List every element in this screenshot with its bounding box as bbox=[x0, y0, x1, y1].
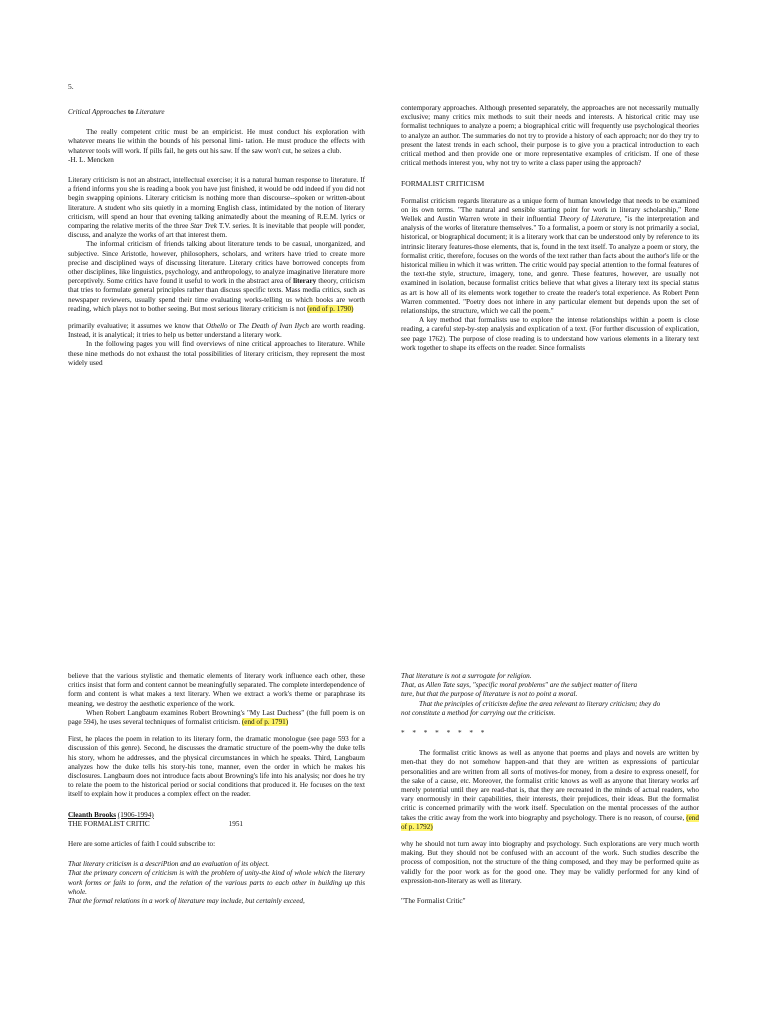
paragraph: First, he places the poem in relation to its literary form, the dramatic monologue (see page 593 for a discussion of this genre). Second, he discusses the dramatic structure of the poem-why the duke tells his story, whom he addresses, and the physical circumstances in which he speaks. Third, Langbaum analyzes how the duke tells his story-his tone, manner, even the order in which he makes his disclosures. Langbaum does not introduce facts about Browning's life into his analysis; nor does he try to relate the poem to the historical period or social conditions that produced it. He focuses on the text itself to explain how it produces a complex effect on the reader. bbox=[68, 735, 365, 799]
paragraph bbox=[68, 709, 365, 727]
text: are worth reading. Instead, it is analytical; it tries to help us better understand a literary work. bbox=[68, 322, 366, 340]
heading-part: Literature bbox=[135, 108, 165, 116]
text: literary bbox=[293, 277, 317, 286]
text: Literary criticism is not an abstract, intellectual exercise; it is a natural human response to literature. If a friend informs you she is reading a book you have just finished, it would be odd indeed if you did not begin swapping opinions. Literary criticism is nothing more than discourse--spoken or written-about literature. A student who sits quietly in a morning English class, intimidated by the notion of literary criticism, will spend an hour that evening talking animatedly about the meaning of R.E.M. lyrics or comparing the relative merits of the three bbox=[68, 176, 365, 231]
epigraph-attribution: -H. L. Mencken bbox=[68, 155, 114, 164]
page-number: 5. bbox=[68, 82, 74, 91]
text: Othello bbox=[206, 322, 228, 331]
paragraph: Here are some articles of faith I could subscribe to: bbox=[68, 840, 216, 849]
column-top-left bbox=[68, 108, 365, 368]
text: The formalist critic knows as well as anyone that poems and plays and novels are written by men-that they do not somehow happen-and that they are written as expressions of particular personalities and are written from all sorts of motives-for money, from a desire to express oneself, for the sake of a cause, etc. Moreover, the formalist critic knows as well as anyone that literary works arf merely potential until they are read-that is, that they are recreated in the minds of actual readers, who vary enormously in their capabilities, their interests, their prejudices, their ideas. But the formalist critic is concerned primarily with the work itself. Speculation on the mental processes of the author takes the critic away from the work into biography and psychology. There is no reason, of course, bbox=[401, 749, 699, 822]
column-top-right bbox=[401, 104, 699, 353]
paragraph bbox=[68, 176, 365, 240]
author-line bbox=[68, 811, 365, 820]
article-of-faith: That the primary concern of criticism is with the problem of unity-the kind of whole which the literary work forms or fails to form, and the relation of the various parts to each other in building up this whole. bbox=[68, 869, 365, 896]
heading-part: to bbox=[127, 108, 134, 116]
column-bottom-right bbox=[401, 672, 699, 906]
article-of-faith: That, as Allen Tate says, "specific moral problems" are the subject matter of litera bbox=[401, 681, 638, 690]
text: theory, criticism that tries to formulate general principles rather than discuss specific texts. Mass media critics, such as newspaper reviewers, usually spend their time evaluating works-telling us which books are worth reading, which plays not to bother seeing. But most serious literary criticism is not bbox=[68, 277, 366, 313]
article-of-faith: That the principles of criticism define the area relevant to literary criticism; they do bbox=[419, 699, 661, 708]
section-heading: FORMALIST CRITICISM bbox=[401, 179, 485, 189]
section-heading bbox=[68, 108, 365, 117]
article-of-faith: not constitute a method for carrying out the criticism. bbox=[401, 708, 556, 717]
text: T.V. series. It is inevitable that people will ponder, discuss, and analyze the works of art that interest them. bbox=[68, 222, 366, 240]
essay-year: 1951 bbox=[228, 819, 243, 828]
paragraph bbox=[68, 240, 365, 314]
paragraph bbox=[401, 197, 699, 317]
paragraph: A key method that formalists use to explore the intense relationships within a poem is close reading, a careful step-by-step analysis and explication of a text. (For further discussion of explication, see page 1762). The purpose of close reading is to understand how various elements in a literary text work together to shape its effects on the reader. Since formalists bbox=[401, 316, 699, 352]
paragraph bbox=[401, 749, 699, 832]
author-years: (1906-1994) bbox=[117, 810, 154, 819]
text: Star Trek bbox=[190, 222, 217, 231]
text: primarily evaluative; it assumes we know that bbox=[68, 322, 204, 331]
section-divider: * * * * * * * * bbox=[401, 729, 485, 738]
paragraph bbox=[68, 322, 365, 340]
paragraph: contemporary approaches. Although presented separately, the approaches are not necessarily mutually exclusive; many critics mix methods to suit their needs and interests. A historical critic may use formalist techniques to analyze a poem; a biographical critic will frequently use psychological theories to analyze an author. The summaries do not try to provide a history of each approach; nor do they try to present the latest trends in each school, their purpose is to give you a practical introduction to each critical method and then provide one or more representative examples of criticism. If one of these critical methods interest you, why not try to write a class paper using the approach? bbox=[401, 104, 699, 168]
paragraph: why he should not turn away into biography and psychology. Such explorations are very much worth making. But they should not be confused with an account of the work. Such studies describe the process of composition, not the structure of the thing composed, and they may be performed quite as validly for the poor work as for the good one. They may be validly performed for any kind of expression-non-literary as well as literary. bbox=[401, 840, 699, 885]
text: Formalist criticism regards literature as a unique form of human knowledge that needs to be examined on its own terms. "The natural and sensible starting point for work in literary scholarship," Rene Wellek and Austin Warren wrote in their influential bbox=[401, 196, 699, 224]
essay-title: THE FORMALIST CRITIC bbox=[68, 819, 150, 828]
text: or bbox=[230, 322, 236, 331]
author-name: Cleanth Brooks bbox=[68, 810, 116, 819]
paragraph: In the following pages you will find overviews of nine critical approaches to literature. While these nine methods do not exhaust the total possibilities of literary criticism, they represent the most widely used bbox=[68, 340, 365, 367]
paragraph: believe that the various stylistic and thematic elements of literary work influence each other, these critics insist that form and content cannot be meaningfully separated. The complete interdependence of form and content is what makes a text literary. When we extract a work's theme or paraphrase its meaning, we destroy the aesthetic experience of the work. bbox=[68, 672, 365, 708]
page-end-marker: (end of p. 1791) bbox=[241, 718, 289, 727]
article-of-faith: That the formal relations in a work of literature may include, but certainly exceed, bbox=[68, 897, 305, 906]
text: The Death of Ivan Ilych bbox=[238, 322, 309, 331]
page-end-marker: (end of p. 1790) bbox=[307, 304, 354, 313]
heading-part: Critical Approaches bbox=[68, 108, 127, 116]
column-bottom-left bbox=[68, 672, 365, 906]
text: The informal criticism of friends talking about literature tends to be casual, unorganized, and subjective. Since Aristotle, however, philosophers, scholars, and writers have tried to create more precise and disciplined ways of discussing literature. Literary critics have borrowed concepts from other disciplines, like linguistics, psychology, and anthropology, to analyze imaginative literature more perceptively. Some critics have found it useful to work in the abstract area of bbox=[68, 240, 365, 286]
text: Theory of Literature, bbox=[559, 215, 622, 224]
article-of-faith: ture, but that the purpose of literature is not to point a moral. bbox=[401, 690, 578, 699]
article-of-faith: That literary criticism is a descriPtion and an evaluation of its object. bbox=[68, 860, 270, 869]
epigraph: The really competent critic must be an empiricist. He must conduct his exploration with whatever means lie within the bounds of his personal limi- tation. He must produce the effects with whatever tools will work. If pills fail, he gets out his saw. If the saw won't cut, he seizes a club. bbox=[68, 128, 365, 155]
text: "is the interpretation and analysis of the works of literature themselves." To a formalist, a poem or story is not primarily a social, historical, or biographical document; it is a literary work that can be understood only by reference to its intrinsic literary features-those elements, that is, found in the text itself. To analyze a poem or story, the formalist critic, therefore, focuses on the words of the text rather than facts about the author's life or the historical milieu in which it was written. The critic would pay special attention to the formal features of the text-the style, structure, imagery, tone, and genre. These features, however, are usually not examined in isolation, because formalist critics believe that what gives a literary text its special status as art is how all of its elements work together to create the reader's total experience. As Robert Penn Warren commented. "Poetry does not inhere in any particular element but depends upon the set of relationships, the structure, which we call the poem." bbox=[401, 215, 699, 316]
text: When Robert Langbaum examines Robert Browning's "My Last Duchess" (the full poem is on page 594), he uses several techniques of formalist criticism. bbox=[68, 708, 365, 727]
essay-title-line bbox=[68, 820, 243, 829]
article-of-faith: That literature is not a surrogate for religion. bbox=[401, 672, 532, 680]
page-end-marker: (end of p. 1792) bbox=[401, 813, 699, 831]
footer-title: "The Formalist Critic" bbox=[401, 897, 466, 906]
